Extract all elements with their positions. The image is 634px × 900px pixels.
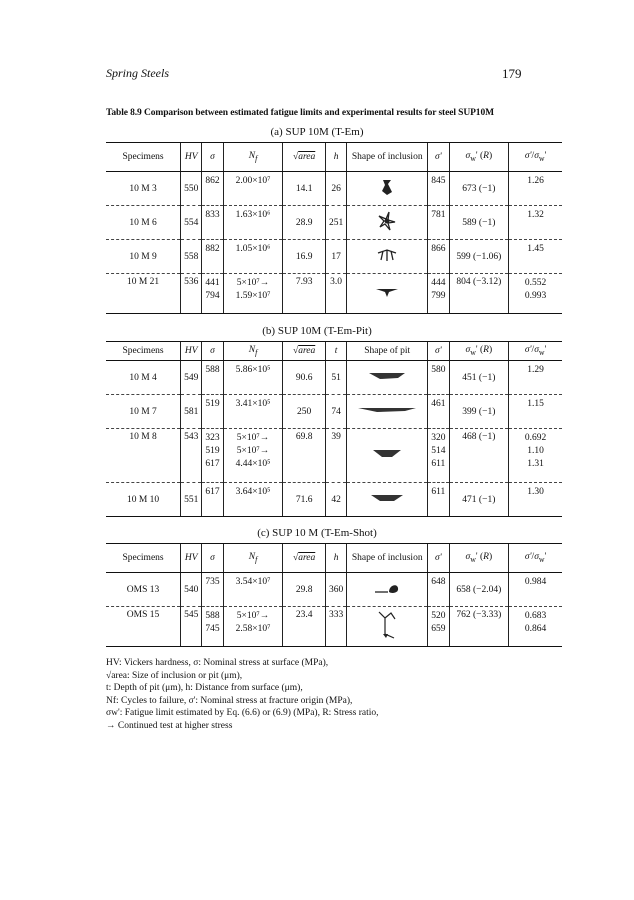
cell-line: 323 <box>205 433 220 443</box>
table-cell-sigma_p <box>428 395 449 429</box>
table-cell-sigma_p <box>428 483 449 517</box>
table-cell-area: 23.4 <box>283 607 326 647</box>
table-cell-area: 250 <box>283 395 326 429</box>
table-cell-specimen: 10 M 21 <box>106 274 181 314</box>
footnote-line: t: Depth of pit (μm), h: Distance from surface (μm), <box>106 683 303 693</box>
inclusion-shape-2 <box>347 206 428 240</box>
page-number: 179 <box>502 66 522 81</box>
table-caption: Table 8.9 Comparison between estimated fatigue limits and experimental results for steel SUP10M <box>106 108 494 118</box>
running-header: Spring Steels <box>106 66 169 80</box>
cell-line: 1.30 <box>527 487 544 497</box>
column-header: $\sigma_w'$ (R) <box>449 342 509 361</box>
inclusion-shape-6 <box>347 607 428 647</box>
table-cell-sigma <box>202 429 223 483</box>
cell-line: 520 <box>431 611 446 621</box>
cell-line: 1.59×10⁷ <box>235 291 271 301</box>
cell-line: 2.58×10⁷ <box>235 624 271 634</box>
table-cell-nf <box>223 206 283 240</box>
column-header: $N_f$ <box>223 143 283 172</box>
table-cell-depth: 251 <box>325 206 346 240</box>
table-cell-ratio <box>509 429 562 483</box>
cell-line: 0.683 <box>524 611 547 621</box>
table-cell-sigma <box>202 395 223 429</box>
table-cell-sigma_p <box>428 573 449 607</box>
cell-line: 588 <box>205 611 220 621</box>
table-cell-nf <box>223 361 283 395</box>
table-cell-area: 7.93 <box>283 274 326 314</box>
table-cell-specimen: 10 M 4 <box>106 361 181 395</box>
table-cell-specimen: OMS 13 <box>106 573 181 607</box>
table-cell-sigma_p <box>428 206 449 240</box>
table-cell-sigma_p <box>428 274 449 314</box>
table-cell-nf <box>223 274 283 314</box>
table-cell-sigma_w: 468 (−1) <box>449 429 509 483</box>
table-cell-sigma <box>202 573 223 607</box>
cell-line: 0.692 <box>524 433 547 443</box>
table-cell-ratio <box>509 274 562 314</box>
table-cell-sigma_p <box>428 172 449 206</box>
header-row <box>106 342 562 361</box>
cell-line: 611 <box>431 487 446 497</box>
cell-line: 745 <box>205 624 220 634</box>
table-cell-specimen: 10 M 8 <box>106 429 181 483</box>
cell-line: 866 <box>431 244 446 254</box>
table-cell-area: 14.1 <box>283 172 326 206</box>
cell-line: 1.63×10⁶ <box>235 210 271 220</box>
inclusion-shape-3 <box>347 240 428 274</box>
table-cell-sigma_p <box>428 240 449 274</box>
table-cell-specimen: 10 M 6 <box>106 206 181 240</box>
cell-line: 3.54×10⁷ <box>235 577 271 587</box>
pit-shape-1 <box>347 361 428 395</box>
column-header: $\sigma_w'$ (R) <box>449 544 509 573</box>
cell-line: 1.26 <box>527 176 544 186</box>
column-header: σ <box>202 342 223 361</box>
subtable-c <box>106 543 562 647</box>
table-cell-specimen: 10 M 3 <box>106 172 181 206</box>
table-cell-depth: 360 <box>325 573 346 607</box>
table-cell-hv: 554 <box>181 206 202 240</box>
column-header: √area <box>283 143 326 172</box>
table-row <box>106 206 562 240</box>
table-cell-ratio <box>509 483 562 517</box>
table-cell-sigma_w: 673 (−1) <box>449 172 509 206</box>
table-cell-hv: 558 <box>181 240 202 274</box>
subtable-c-title: (c) SUP 10 M (T-Em-Shot) <box>257 527 377 539</box>
table-cell-nf <box>223 240 283 274</box>
column-header: σ' <box>428 143 449 172</box>
cell-line: 781 <box>431 210 446 220</box>
cell-line: 617 <box>205 459 220 469</box>
column-header: σ' <box>428 544 449 573</box>
cell-line: 0.864 <box>524 624 547 634</box>
table-cell-hv: 581 <box>181 395 202 429</box>
footnote-line: Nf: Cycles to failure, σ': Nominal stress at fracture origin (MPa), <box>106 695 353 706</box>
cell-line: 845 <box>431 176 446 186</box>
cell-line: 3.64×10⁵ <box>235 487 271 497</box>
cell-line: 519 <box>205 446 220 456</box>
table-cell-sigma <box>202 240 223 274</box>
table-cell-hv: 545 <box>181 607 202 647</box>
table-cell-ratio <box>509 607 562 647</box>
table-cell-ratio <box>509 206 562 240</box>
table-cell-depth: 42 <box>325 483 346 517</box>
cell-line: 5.86×10⁵ <box>235 365 271 375</box>
cell-line: 1.10 <box>527 446 544 456</box>
table-cell-ratio <box>509 395 562 429</box>
table-cell-ratio <box>509 361 562 395</box>
table-cell-hv: 549 <box>181 361 202 395</box>
table-cell-sigma_w: 451 (−1) <box>449 361 509 395</box>
cell-line: 320 <box>431 433 446 443</box>
cell-line: 799 <box>431 291 446 301</box>
table-cell-sigma <box>202 172 223 206</box>
cell-line: 648 <box>431 577 446 587</box>
cell-line: 659 <box>431 624 446 634</box>
header-row <box>106 544 562 573</box>
table-cell-depth: 333 <box>325 607 346 647</box>
cell-line: 2.00×10⁷ <box>235 176 271 186</box>
cell-line: 1.15 <box>527 399 544 409</box>
table-cell-hv: 551 <box>181 483 202 517</box>
table-cell-sigma <box>202 206 223 240</box>
cell-line: 794 <box>205 291 220 301</box>
cell-line: 735 <box>205 577 220 587</box>
table-cell-ratio <box>509 240 562 274</box>
pit-shape-3 <box>347 429 428 483</box>
table-row <box>106 483 562 517</box>
table-row <box>106 429 562 483</box>
table-cell-depth: 39 <box>325 429 346 483</box>
table-cell-area: 16.9 <box>283 240 326 274</box>
table-cell-sigma <box>202 483 223 517</box>
column-header: $N_f$ <box>223 544 283 573</box>
table-cell-sigma_w: 762 (−3.33) <box>449 607 509 647</box>
table-cell-nf <box>223 395 283 429</box>
cell-line: 833 <box>205 210 220 220</box>
cell-line: 514 <box>431 446 446 456</box>
cell-line: 611 <box>431 459 446 469</box>
inclusion-shape-5 <box>347 573 428 607</box>
table-cell-depth: 17 <box>325 240 346 274</box>
cell-line: 5×10⁷→ <box>236 446 270 456</box>
column-header: Specimens <box>106 143 181 172</box>
column-header: Shape of inclusion <box>347 544 428 573</box>
column-header: $\sigma'/\sigma_w'$ <box>509 143 562 172</box>
table-cell-hv: 536 <box>181 274 202 314</box>
cell-line: 617 <box>205 487 220 497</box>
column-header: Specimens <box>106 342 181 361</box>
table-cell-area: 28.9 <box>283 206 326 240</box>
table-row <box>106 361 562 395</box>
table-cell-hv: 543 <box>181 429 202 483</box>
column-header: Shape of inclusion <box>347 143 428 172</box>
subtable-b-title: (b) SUP 10M (T-Em-Pit) <box>262 325 372 337</box>
cell-line: 0.552 <box>524 278 547 288</box>
column-header: Shape of pit <box>347 342 428 361</box>
table-cell-area: 69.8 <box>283 429 326 483</box>
table-cell-nf <box>223 172 283 206</box>
table-cell-sigma_w: 658 (−2.04) <box>449 573 509 607</box>
column-header: $\sigma'/\sigma_w'$ <box>509 544 562 573</box>
column-header: HV <box>181 143 202 172</box>
table-cell-depth: 26 <box>325 172 346 206</box>
cell-line: 1.45 <box>527 244 544 254</box>
pit-shape-4 <box>347 483 428 517</box>
column-header: h <box>325 544 346 573</box>
cell-line: 5×10⁷→ <box>236 433 270 443</box>
subtable-a <box>106 142 562 314</box>
cell-line: 441 <box>205 278 220 288</box>
table-cell-hv: 550 <box>181 172 202 206</box>
table-row <box>106 240 562 274</box>
table-row <box>106 573 562 607</box>
table-cell-sigma_w: 804 (−3.12) <box>449 274 509 314</box>
footnote-line: → Continued test at higher stress <box>106 720 233 731</box>
inclusion-shape-4 <box>347 274 428 314</box>
table-cell-nf <box>223 607 283 647</box>
cell-line: 461 <box>431 399 446 409</box>
table-cell-sigma_p <box>428 361 449 395</box>
cell-line: 1.31 <box>527 459 544 469</box>
column-header: σ <box>202 143 223 172</box>
cell-line: 580 <box>431 365 446 375</box>
table-cell-specimen: 10 M 10 <box>106 483 181 517</box>
table-row <box>106 172 562 206</box>
table-cell-sigma_w: 589 (−1) <box>449 206 509 240</box>
cell-line: 444 <box>431 278 446 288</box>
table-cell-depth: 51 <box>325 361 346 395</box>
column-header: σ <box>202 544 223 573</box>
footnote-line: σw': Fatigue limit estimated by Eq. (6.6) or (6.9) (MPa), R: Stress ratio, <box>106 708 379 718</box>
cell-line: 882 <box>205 244 220 254</box>
column-header: t <box>325 342 346 361</box>
column-header: √area <box>283 342 326 361</box>
column-header: σ' <box>428 342 449 361</box>
table-cell-nf <box>223 429 283 483</box>
cell-line: 1.29 <box>527 365 544 375</box>
cell-line: 1.32 <box>527 210 544 220</box>
column-header: $N_f$ <box>223 342 283 361</box>
cell-line: 588 <box>205 365 220 375</box>
table-row <box>106 607 562 647</box>
inclusion-shape-1 <box>347 172 428 206</box>
header-row <box>106 143 562 172</box>
subtable-b <box>106 341 562 517</box>
column-header: $\sigma_w'$ (R) <box>449 143 509 172</box>
table-cell-nf <box>223 573 283 607</box>
column-header: HV <box>181 544 202 573</box>
table-cell-sigma_w: 599 (−1.06) <box>449 240 509 274</box>
footnote-line: HV: Vickers hardness, σ: Nominal stress at surface (MPa), <box>106 658 329 668</box>
footnotes <box>106 657 379 732</box>
column-header: HV <box>181 342 202 361</box>
subtable-a-title: (a) SUP 10M (T-Em) <box>270 126 364 138</box>
table-cell-area: 71.6 <box>283 483 326 517</box>
column-header: h <box>325 143 346 172</box>
table-cell-sigma_w: 471 (−1) <box>449 483 509 517</box>
cell-line: 0.993 <box>524 291 547 301</box>
table-cell-sigma <box>202 361 223 395</box>
table-cell-sigma <box>202 607 223 647</box>
cell-line: 1.05×10⁶ <box>235 244 271 254</box>
table-row <box>106 395 562 429</box>
table-cell-depth: 74 <box>325 395 346 429</box>
cell-line: 5×10⁷→ <box>236 611 270 621</box>
cell-line: 519 <box>205 399 220 409</box>
table-cell-sigma_p <box>428 607 449 647</box>
column-header: √area <box>283 544 326 573</box>
cell-line: 0.984 <box>524 577 547 587</box>
table-cell-sigma <box>202 274 223 314</box>
table-cell-sigma_p <box>428 429 449 483</box>
cell-line: 3.41×10⁵ <box>235 399 271 409</box>
column-header: $\sigma'/\sigma_w'$ <box>509 342 562 361</box>
pit-shape-2 <box>347 395 428 429</box>
table-row <box>106 274 562 314</box>
table-cell-specimen: 10 M 7 <box>106 395 181 429</box>
table-cell-area: 90.6 <box>283 361 326 395</box>
table-cell-area: 29.8 <box>283 573 326 607</box>
footnote-line: √area: Size of inclusion or pit (μm), <box>106 670 243 681</box>
cell-line: 4.44×10⁵ <box>235 459 271 469</box>
cell-line: 862 <box>205 176 220 186</box>
table-cell-ratio <box>509 573 562 607</box>
table-cell-sigma_w: 399 (−1) <box>449 395 509 429</box>
table-cell-ratio <box>509 172 562 206</box>
table-cell-depth: 3.0 <box>325 274 346 314</box>
table-cell-nf <box>223 483 283 517</box>
table-cell-specimen: OMS 15 <box>106 607 181 647</box>
column-header: Specimens <box>106 544 181 573</box>
table-cell-specimen: 10 M 9 <box>106 240 181 274</box>
table-cell-hv: 540 <box>181 573 202 607</box>
cell-line: 5×10⁷→ <box>236 278 270 288</box>
